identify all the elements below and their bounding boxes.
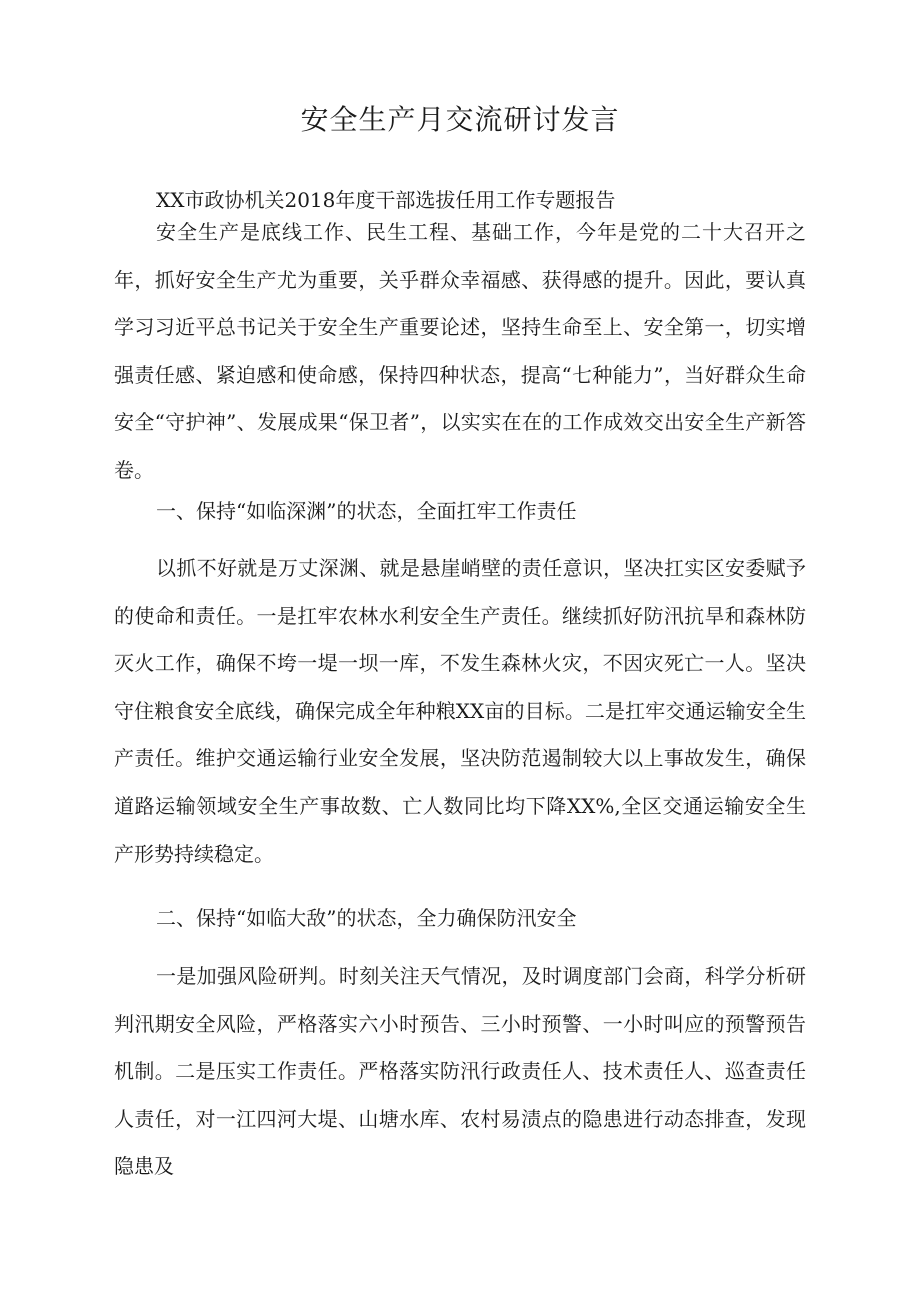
intro-paragraph: 安全生产是底线工作、民生工程、基础工作，今年是党的二十大召开之年，抓好安全生产尤为重要，关乎群众幸福感、获得感的提升。因此，要认真学习习近平总书记关于安全生产重要论述，坚持生命至上、安全第一，切实增强责任感、紧迫感和使命感，保持四种状态，提高“七种能力”，当好群众生命安全“守护神”、发展成果“保卫者”，以实实在在的工作成效交出安全生产新答卷。	[114, 220, 806, 482]
document-subtitle: XX市政协机关2018年度干部选拔任用工作专题报告	[156, 188, 616, 212]
section-heading-2: 二、保持“如临大敌”的状态，全力确保防汛安全	[156, 906, 577, 930]
section-heading-1: 一、保持“如临深渊”的状态，全面扛牢工作责任	[156, 499, 577, 523]
document-title: 安全生产月交流研讨发言	[300, 103, 620, 136]
section-body-2: 一是加强风险研判。时刻关注天气情况，及时调度部门会商，科学分析研判汛期安全风险，严格落实六小时预告、三小时预警、一小时叫应的预警预告机制。二是压实工作责任。严格落实防汛行政责任人、技术责任人、巡查责任人责任，对一江四河大堤、山塘水库、农村易渍点的隐患进行动态排查，发现隐患及	[114, 964, 806, 1179]
section-body-1: 以抓不好就是万丈深渊、就是悬崖峭壁的责任意识，坚决扛实区安委赋予的使命和责任。一是扛牢农林水利安全生产责任。继续抓好防汛抗旱和森林防灭火工作，确保不垮一堤一坝一库，不发生森林火灾，不因灾死亡一人。坚决守住粮食安全底线，确保完成全年种粮XX亩的目标。二是扛牢交通运输安全生产责任。维护交通运输行业安全发展，坚决防范遏制较大以上事故发生，确保道路运输领域安全生产事故数、亡人数同比均下降XX%,全区交通运输安全生产形势持续稳定。	[114, 556, 806, 866]
